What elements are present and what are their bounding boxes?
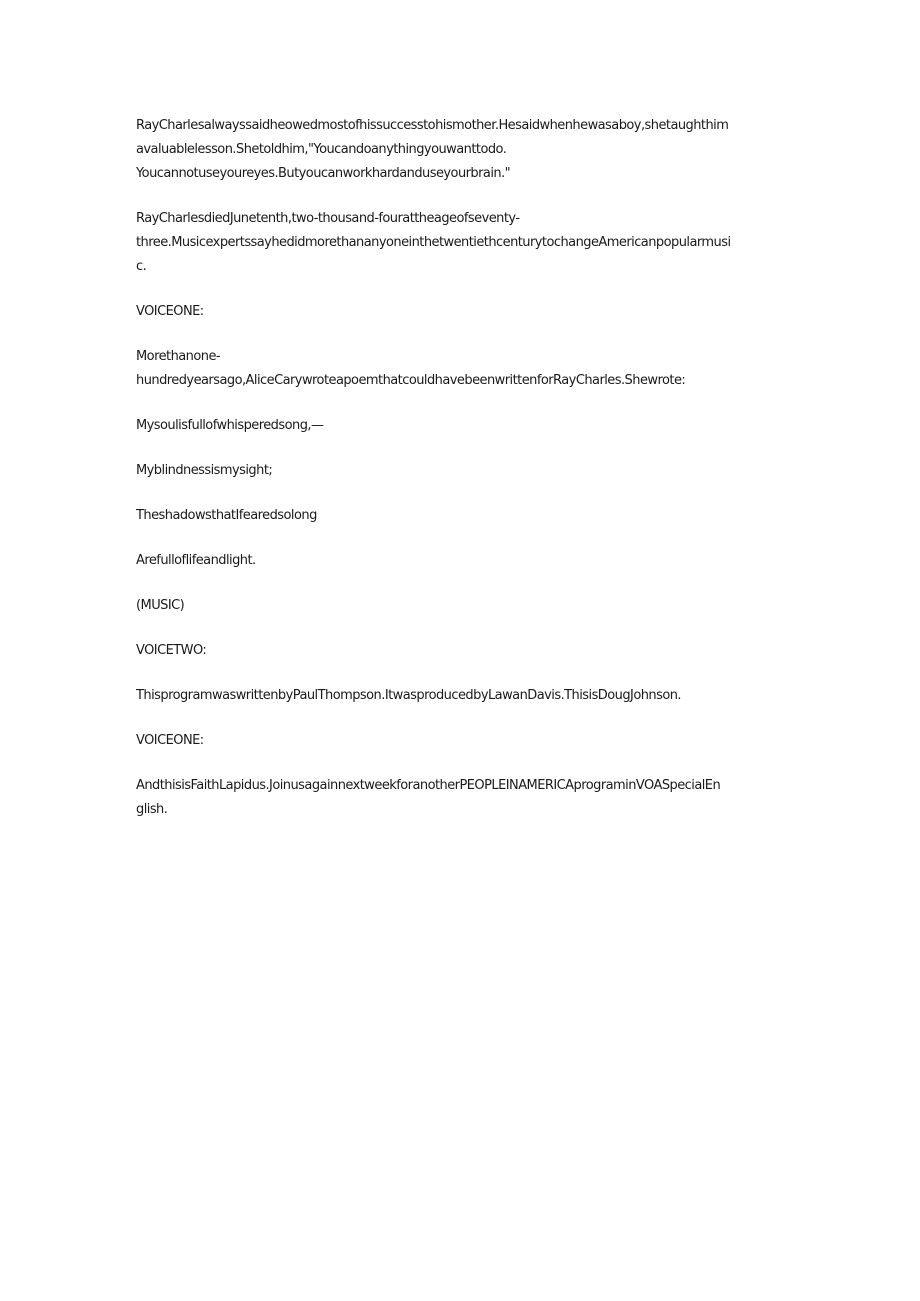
- paragraph-closing: [136, 774, 784, 822]
- poem-line-3: [136, 504, 784, 528]
- text-line: (MUSIC): [136, 598, 185, 613]
- text-line: Youcannotuseyoureyes.Butyoucanworkhardanduseyourbrain.": [136, 166, 511, 181]
- poem-line-1: [136, 414, 784, 438]
- document-body: [136, 114, 784, 843]
- text-line: RayCharlesalwayssaidheowedmostofhissuccesstohismother.Hesaidwhenhewasaboy,shetaughthim: [136, 118, 729, 133]
- text-line: VOICEONE:: [136, 304, 204, 319]
- text-line: Morethanone-: [136, 349, 221, 364]
- text-line: avaluablelesson.Shetoldhim,"Youcandoanythingyouwanttodo.: [136, 142, 507, 157]
- text-line: VOICEONE:: [136, 733, 204, 748]
- text-line: Myblindnessismysight;: [136, 463, 273, 478]
- text-line: Mysoulisfullofwhisperedsong,—: [136, 418, 324, 433]
- text-line: three.MusicexpertssayhedidmorethananyoneinthetwentiethcenturytochangeAmericanpopularmusi: [136, 235, 731, 250]
- text-line: TheshadowsthatIfearedsolong: [136, 508, 317, 523]
- music-cue: [136, 594, 784, 618]
- paragraph-alice-cary: [136, 345, 784, 393]
- text-line: glish.: [136, 802, 168, 817]
- paragraph-credits: [136, 684, 784, 708]
- text-line: AndthisisFaithLapidus.JoinusagainnextweekforanotherPEOPLEINAMERICAprograminVOASpecialEn: [136, 778, 721, 793]
- poem-line-2: [136, 459, 784, 483]
- speaker-label-voice-one-closing: [136, 729, 784, 753]
- text-line: RayCharlesdiedJunetenth,two-thousand-fourattheageofseventy-: [136, 211, 520, 226]
- text-line: ThisprogramwaswrittenbyPaulThompson.ItwasproducedbyLawanDavis.ThisisDougJohnson.: [136, 688, 682, 703]
- text-line: VOICETWO:: [136, 643, 207, 658]
- text-line: Arefulloflifeandlight.: [136, 553, 256, 568]
- paragraph-death: [136, 207, 784, 279]
- poem-line-4: [136, 549, 784, 573]
- speaker-label-voice-one: [136, 300, 784, 324]
- text-line: c.: [136, 259, 147, 274]
- speaker-label-voice-two: [136, 639, 784, 663]
- paragraph-mother-lesson: [136, 114, 784, 186]
- text-line: hundredyearsago,AliceCarywroteapoemthatcouldhavebeenwrittenforRayCharles.Shewrote:: [136, 373, 686, 388]
